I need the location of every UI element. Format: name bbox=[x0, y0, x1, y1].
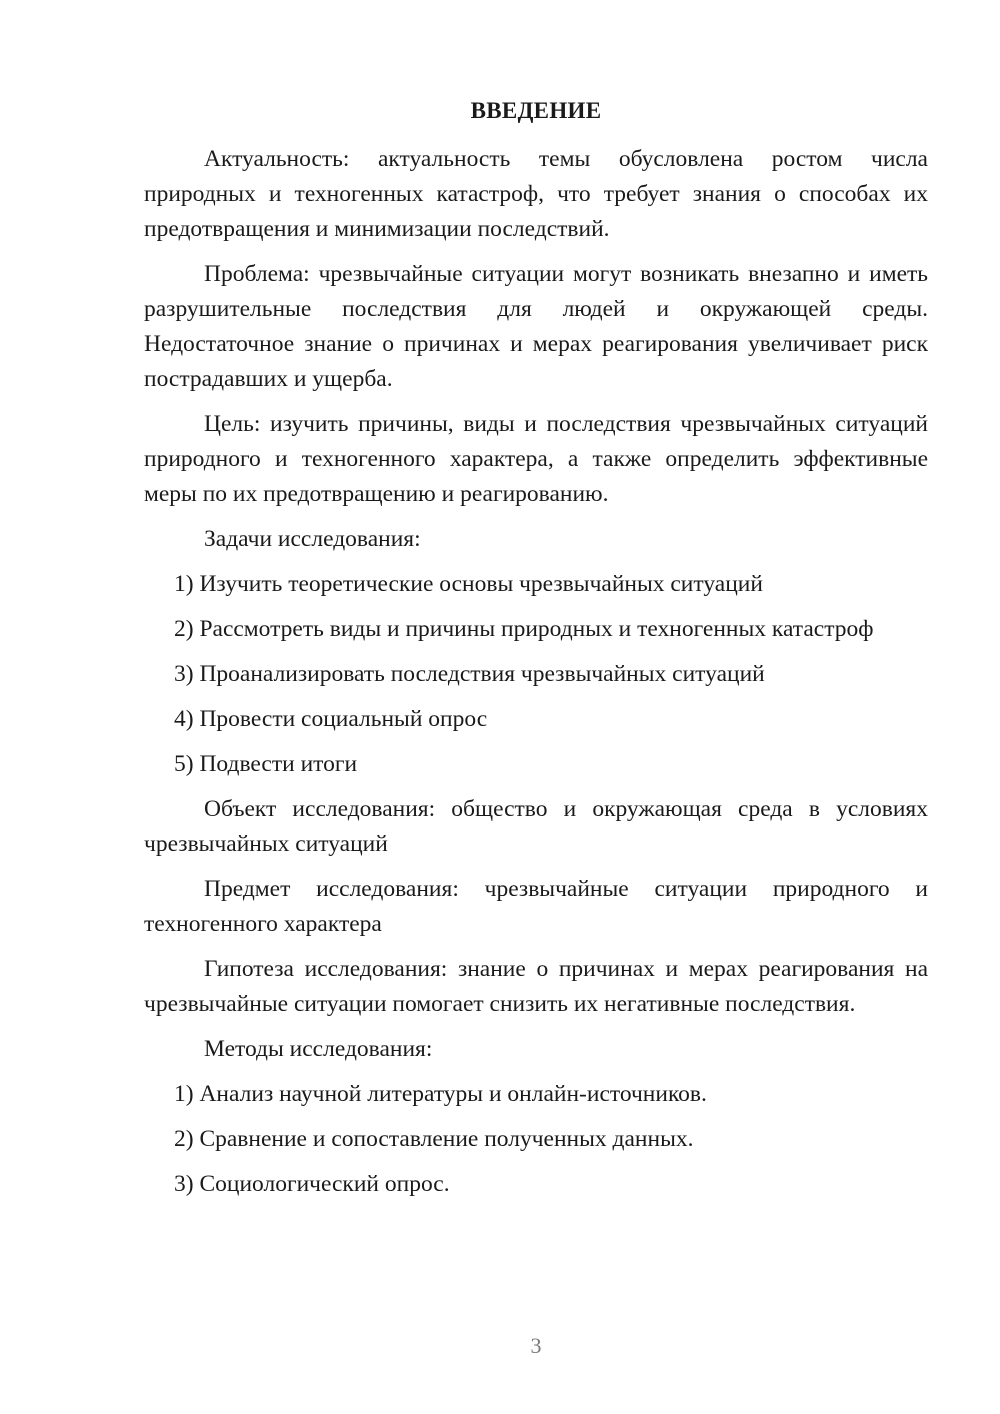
relevance-paragraph: Актуальность: актуальность темы обусловлена ростом числа природных и техногенных катастроф, что требует знания о способах их предотвращения и минимизации последствий. bbox=[144, 146, 928, 242]
task-item: 2) Рассмотреть виды и причины природных и техногенных катастроф bbox=[174, 616, 874, 642]
task-item: 1) Изучить теоретические основы чрезвычайных ситуаций bbox=[174, 571, 763, 597]
task-item: 5) Подвести итоги bbox=[174, 751, 358, 777]
task-item: 4) Провести социальный опрос bbox=[174, 706, 488, 732]
method-item: 1) Анализ научной литературы и онлайн-источников. bbox=[174, 1081, 707, 1107]
tasks-heading: Задачи исследования: bbox=[204, 526, 421, 552]
subject-paragraph: Предмет исследования: чрезвычайные ситуации природного и техногенного характера bbox=[144, 876, 928, 937]
goal-paragraph: Цель: изучить причины, виды и последствия чрезвычайных ситуаций природного и техногенного характера, а также определить эффективные меры по их предотвращению и реагированию. bbox=[144, 411, 928, 507]
object-paragraph: Объект исследования: общество и окружающая среда в условиях чрезвычайных ситуаций bbox=[144, 796, 928, 857]
hypothesis-paragraph: Гипотеза исследования: знание о причинах и мерах реагирования на чрезвычайные ситуации помогает снизить их негативные последствия. bbox=[144, 956, 928, 1017]
method-item: 2) Сравнение и сопоставление полученных данных. bbox=[174, 1126, 694, 1152]
methods-heading: Методы исследования: bbox=[204, 1036, 433, 1062]
page-number: 3 bbox=[530, 1333, 542, 1358]
page-title: ВВЕДЕНИЕ bbox=[470, 98, 602, 123]
document-body bbox=[144, 142, 928, 1202]
task-item: 3) Проанализировать последствия чрезвычайных ситуаций bbox=[174, 661, 765, 687]
problem-paragraph: Проблема: чрезвычайные ситуации могут возникать внезапно и иметь разрушительные последствия для людей и окружающей среды. Недостаточное знание о причинах и мерах реагирования увеличивает риск пострадавших и ущерба. bbox=[144, 261, 928, 392]
method-item: 3) Социологический опрос. bbox=[174, 1171, 450, 1197]
